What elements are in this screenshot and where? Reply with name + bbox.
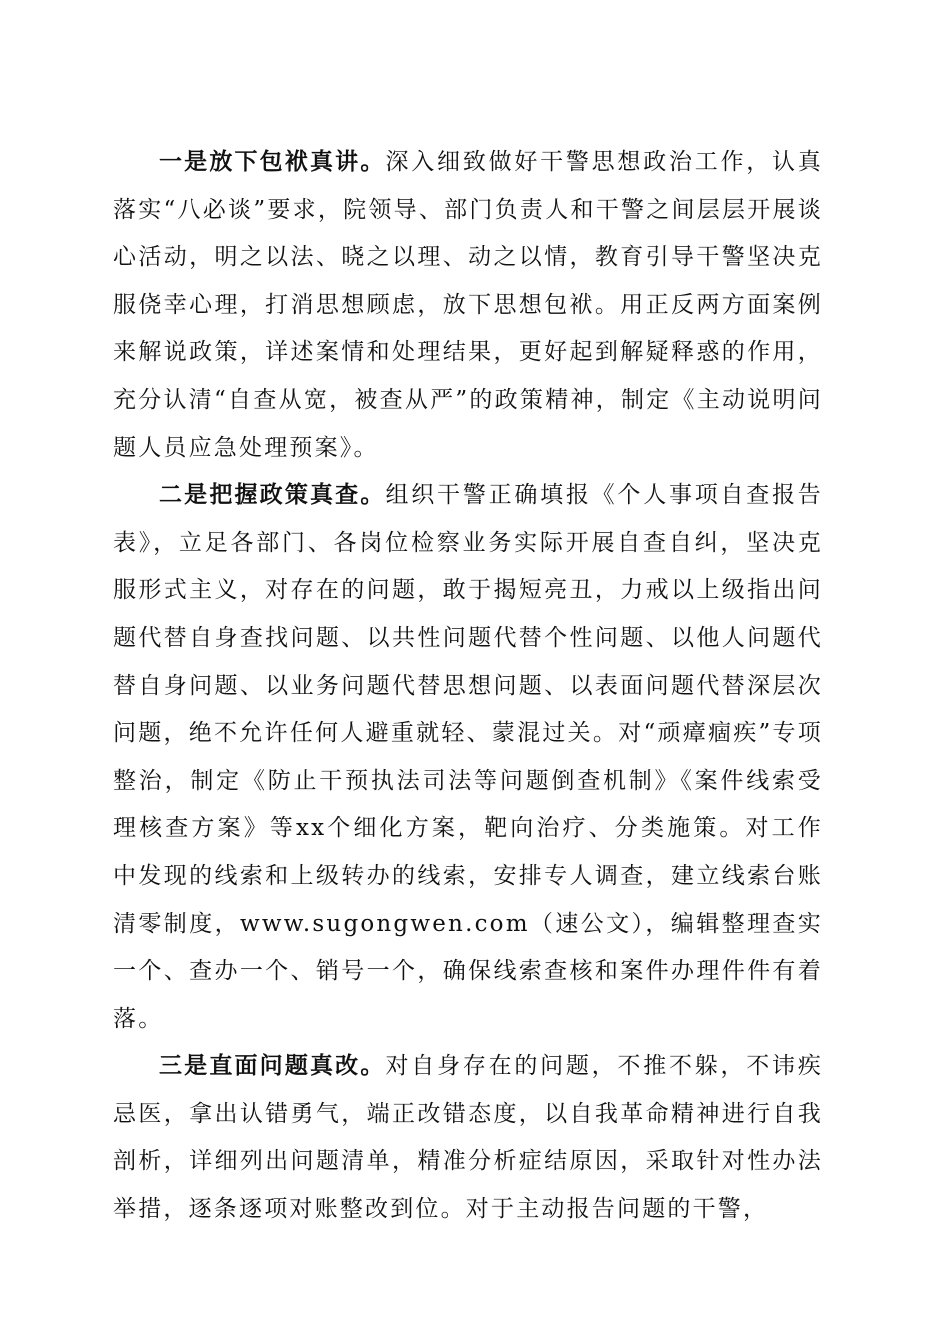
paragraph-2 — [113, 472, 823, 1043]
paragraph-1-heading: 一是放下包袱真讲。 — [159, 149, 386, 175]
paragraph-2-text: 组织干警正确填报《个人事项自查报告表》，立足各部门、各岗位检察业务实际开展自查自纠，坚决克服形式主义，对存在的问题，敢于揭短亮丑，力戒以上级指出问题代替自身查找问题、以共性问题代替个性问题、以他人问题代替自身问题、以业务问题代替思想问题、以表面问题代替深层次问题，绝不允许任何人避重就轻、蒙混过关。对“顽瘴痼疾”专项整治，制定《防止干预执法司法等问题倒查机制》《案件线索受理核查方案》等xx个细化方案，靶向治疗、分类施策。对工作中发现的线索和上级转办的线索，安排专人调查，建立线索台账清零制度，www.sugongwen.com（速公文），编辑整理查实一个、查办一个、销号一个，确保线索查核和案件办理件件有着落。 — [113, 482, 823, 1032]
paragraph-1 — [113, 139, 823, 472]
document-body — [113, 139, 823, 1234]
paragraph-3-text: 对自身存在的问题，不推不躲，不讳疾忌医，拿出认错勇气，端正改错态度，以自我革命精神进行自我剖析，详细列出问题清单，精准分析症结原因，采取针对性办法举措，逐条逐项对账整改到位。对于主动报告问题的干警， — [113, 1053, 823, 1223]
paragraph-3 — [113, 1043, 823, 1233]
paragraph-2-heading: 二是把握政策真查。 — [159, 482, 386, 509]
paragraph-3-heading: 三是直面问题真改。 — [159, 1053, 386, 1080]
paragraph-1-text: 深入细致做好干警思想政治工作，认真落实“八必谈”要求，院领导、部门负责人和干警之间层层开展谈心活动，明之以法、晓之以理、动之以情，教育引导干警坚决克服侥幸心理，打消思想顾虑，放下思想包袱。用正反两方面案例来解说政策，详述案情和处理结果，更好起到解疑释惑的作用，充分认清“自查从宽，被查从严”的政策精神，制定《主动说明问题人员应急处理预案》。 — [113, 149, 823, 461]
